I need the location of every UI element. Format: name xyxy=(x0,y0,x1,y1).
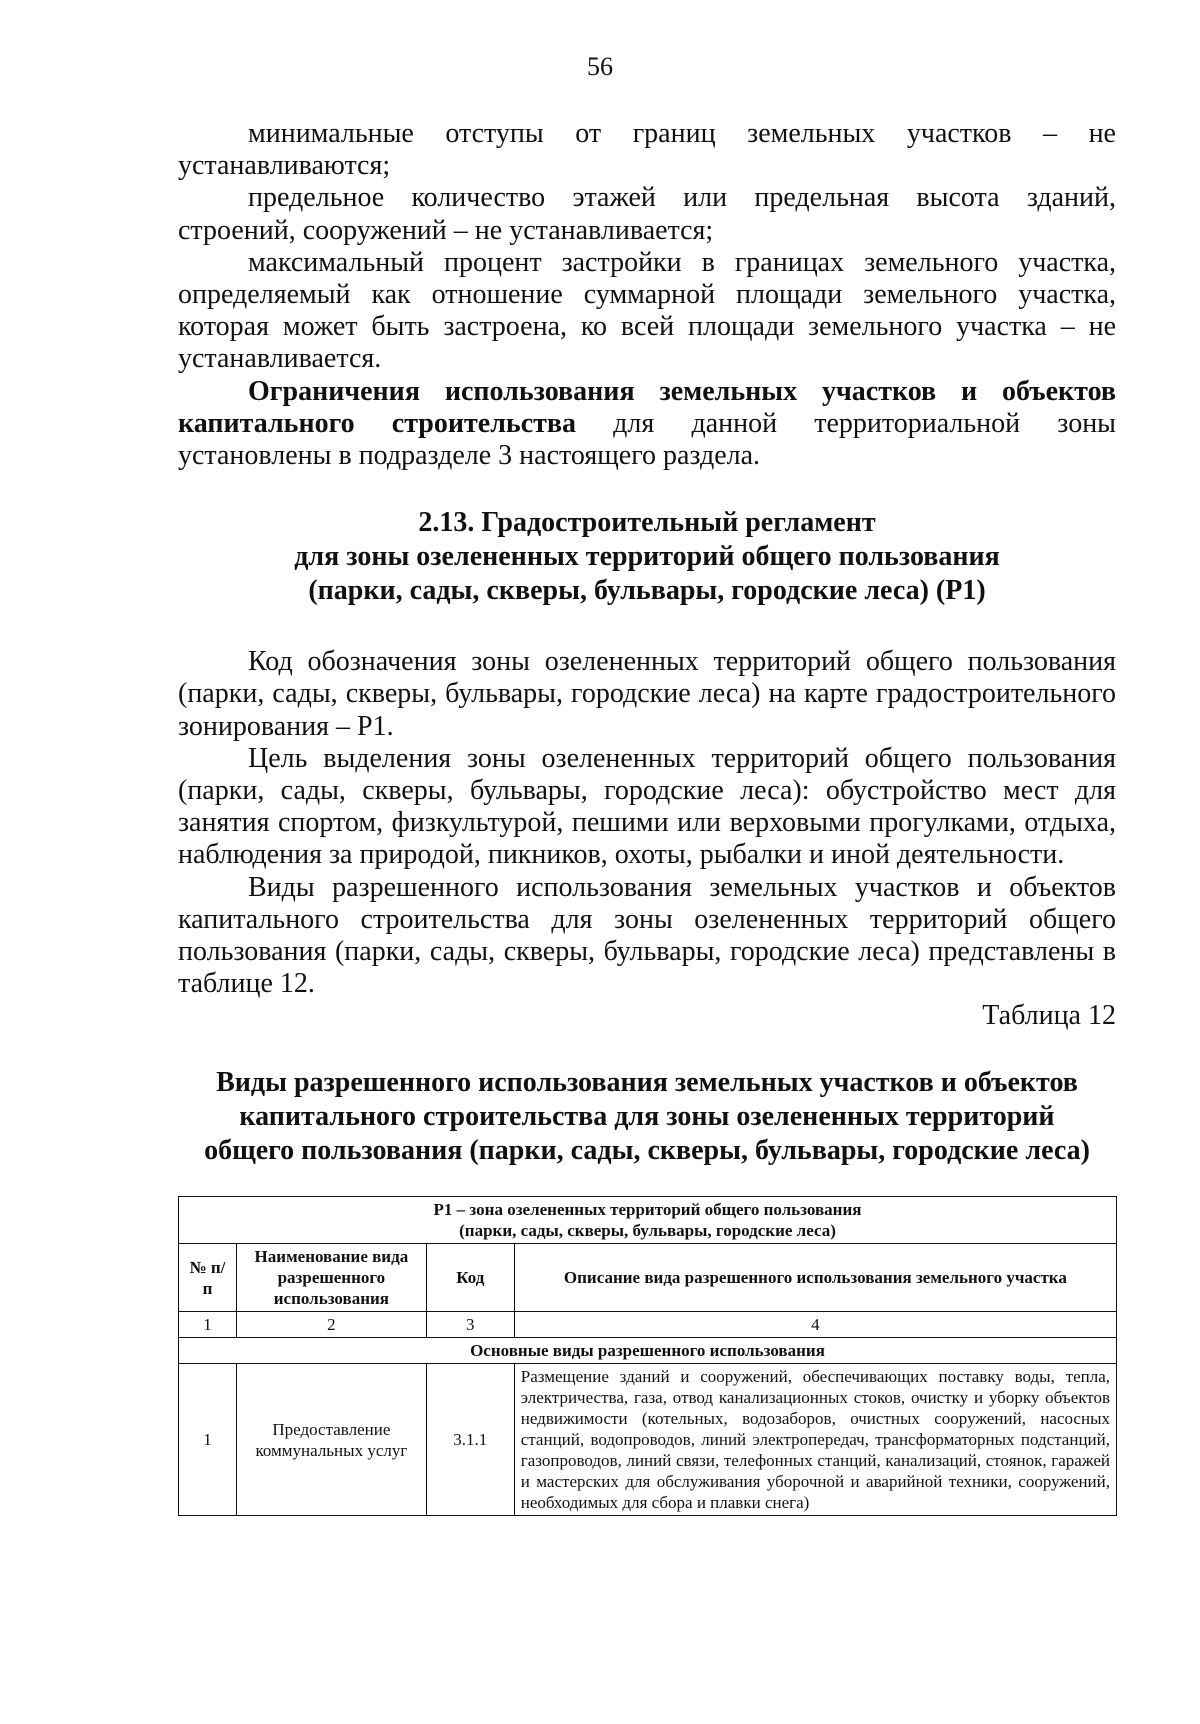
table-zone-header-row xyxy=(179,1197,1117,1244)
row-number-cell: 1 xyxy=(179,1364,237,1516)
section-heading-line-2: для зоны озелененных территорий общего пользования xyxy=(294,541,1000,573)
table-title-line-2: капитального строительства для зоны озелененных территорий xyxy=(239,1101,1055,1133)
column-number-3: 3 xyxy=(426,1312,514,1338)
column-number-4: 4 xyxy=(514,1312,1116,1338)
group-title-cell: Основные виды разрешенного использования xyxy=(179,1338,1117,1364)
table-column-number-row xyxy=(179,1312,1117,1338)
paragraph-usage-types: Виды разрешенного использования земельных участков и объектов капитального строительства для зоны озелененных территорий общего пользования (парки, сады, скверы, бульвары, городские леса) представлены в таблице 12. xyxy=(178,871,1116,1000)
usage-table xyxy=(178,1196,1117,1516)
page-number: 56 xyxy=(587,52,613,81)
table-group-row xyxy=(179,1338,1117,1364)
row-name-cell: Предоставление коммунальных услуг xyxy=(236,1364,426,1516)
table-row xyxy=(179,1364,1117,1516)
table-title-line-3: общего пользования (парки, сады, скверы, бульвары, городские леса) xyxy=(204,1135,1090,1167)
row-description-cell: Размещение зданий и сооружений, обеспечивающих поставку воды, тепла, электричества, газа, отвод канализационных стоков, очистку и уборку объектов недвижимости (котельных, водозаборов, очистных сооружений, насосных станций, водопроводов, линий электропередач, трансформаторных подстанций, газопроводов, линий связи, телефонных станций, канализаций, стоянок, гаражей и мастерских для обслуживания уборочной и аварийной техники, сооружений, необходимых для сбора и плавки снега) xyxy=(514,1364,1116,1516)
table-zone-header-cell xyxy=(179,1197,1117,1244)
table-title-line-1: Виды разрешенного использования земельных участков и объектов xyxy=(216,1067,1078,1099)
restrictions-bold-text: Ограничения использования земельных участков и объектов капитального строительства xyxy=(178,375,1116,439)
document-body xyxy=(178,118,1116,1516)
zone-header-line-2: (парки, сады, скверы, бульвары, городские леса) xyxy=(459,1221,836,1241)
column-header-number: № п/п xyxy=(179,1244,237,1312)
column-header-name: Наименование вида разрешенного использования xyxy=(236,1244,426,1312)
paragraph-zone-purpose: Цель выделения зоны озелененных территорий общего пользования (парки, сады, скверы, бульвары, городские леса): обустройство мест для занятия спортом, физкультурой, пешими или верховыми прогулками, отдыха, наблюдения за природой, пикников, охоты, рыбалки и иной деятельности. xyxy=(178,742,1116,871)
paragraph-floors: предельное количество этажей или предельная высота зданий, строений, сооружений – не устанавливается; xyxy=(178,182,1116,246)
paragraph-setbacks: минимальные отступы от границ земельных участков – не устанавливаются; xyxy=(178,118,1116,182)
column-number-2: 2 xyxy=(236,1312,426,1338)
section-heading-line-3: (парки, сады, скверы, бульвары, городские леса) (Р1) xyxy=(308,575,986,607)
section-heading xyxy=(178,506,1116,608)
column-header-code: Код xyxy=(426,1244,514,1312)
column-number-1: 1 xyxy=(179,1312,237,1338)
table-label: Таблица 12 xyxy=(982,1000,1116,1032)
paragraph-build-percent: максимальный процент застройки в границах земельного участка, определяемый как отношение суммарной площади земельного участка, которая может быть застроена, ко всей площади земельного участка – не устанавливается. xyxy=(178,246,1116,375)
paragraph-zone-code: Код обозначения зоны озелененных территорий общего пользования (парки, сады, скверы, бульвары, городские леса) на карте градостроительного зонирования – Р1. xyxy=(178,646,1116,742)
table-title xyxy=(178,1066,1116,1168)
column-header-description: Описание вида разрешенного использования земельного участка xyxy=(514,1244,1116,1312)
section-heading-line-1: 2.13. Градостроительный регламент xyxy=(418,507,876,539)
row-code-cell: 3.1.1 xyxy=(426,1364,514,1516)
zone-header-line-1: Р1 – зона озелененных территорий общего пользования xyxy=(433,1200,862,1220)
table-column-header-row xyxy=(179,1244,1117,1312)
paragraph-restrictions xyxy=(178,376,1116,473)
restrictions-rest-text: для данной территориальной зоны установлены в подразделе 3 настоящего раздела. xyxy=(178,407,1116,472)
